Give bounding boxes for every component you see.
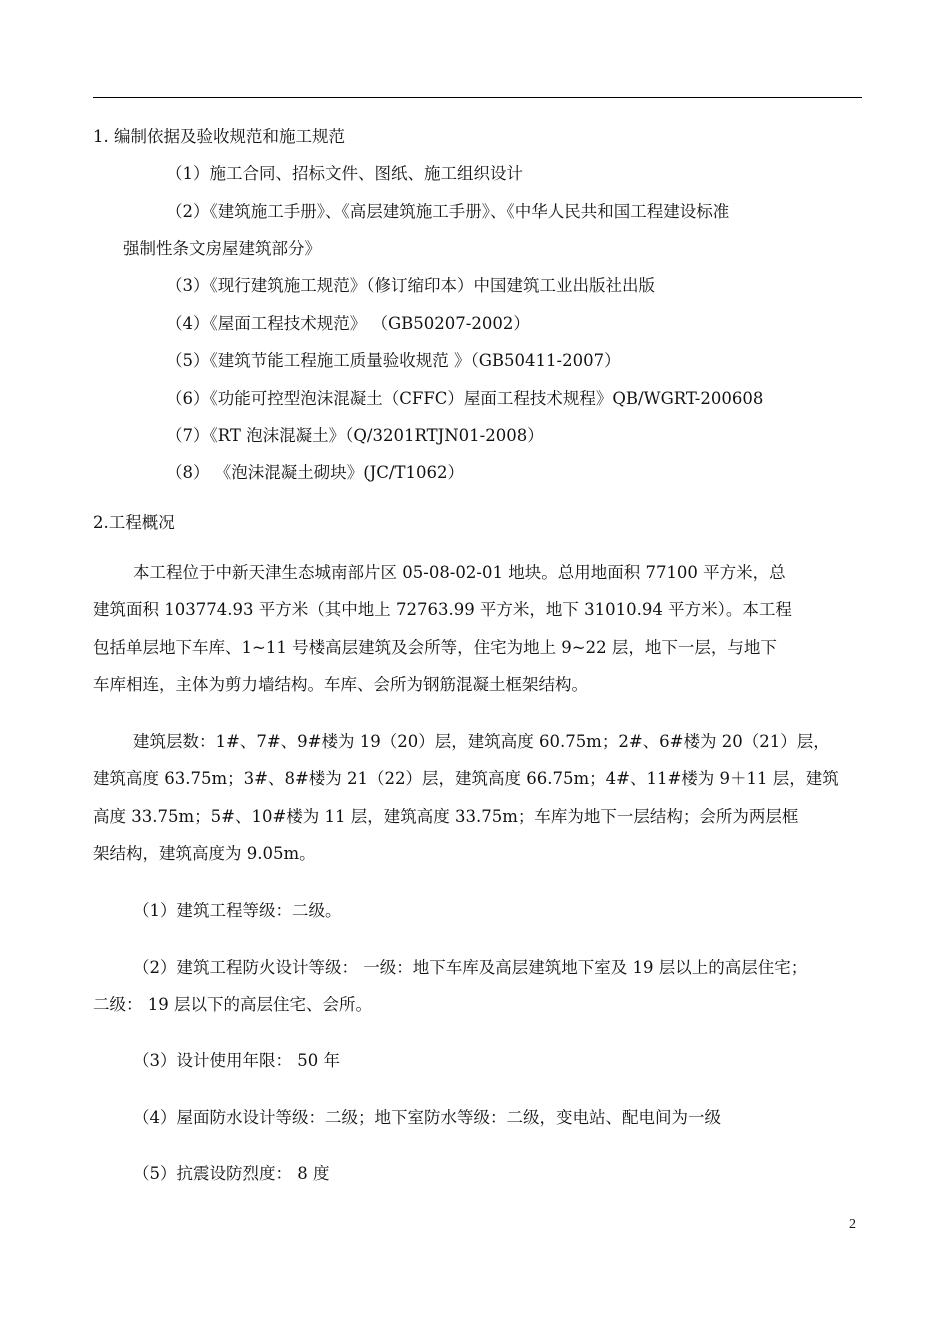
fire-rating-line-2: 二级： 19 层以下的高层住宅、会所。	[93, 995, 372, 1014]
overview-paragraph-line-3: 包括单层地下车库、1~11 号楼高层建筑及会所等，住宅为地上 9~22 层，地下一层，与地下	[93, 638, 777, 657]
floors-paragraph-line-3: 高度 33.75m；5#、10#楼为 11 层，建筑高度 33.75m；车库为地下一层结构；会所为两层框	[93, 807, 799, 826]
waterproof-grade: （4）屋面防水设计等级：二级；地下室防水等级：二级，变电站、配电间为一级	[133, 1108, 721, 1127]
reference-item-8: （8） 《泡沫混凝土砌块》(JC/T1062）	[166, 463, 464, 482]
header-rule	[93, 97, 862, 98]
design-life: （3）设计使用年限： 50 年	[133, 1051, 340, 1070]
floors-paragraph-line-4: 架结构，建筑高度为 9.05m。	[93, 844, 316, 863]
fire-rating-line-1: （2）建筑工程防火设计等级： 一级：地下车库及高层建筑地下室及 19 层以上的高层住宅；	[133, 958, 808, 977]
engineering-grade: （1）建筑工程等级：二级。	[133, 901, 342, 920]
seismic-intensity: （5）抗震设防烈度： 8 度	[133, 1164, 330, 1183]
overview-paragraph-line-4: 车库相连，主体为剪力墙结构。车库、会所为钢筋混凝土框架结构。	[93, 675, 588, 694]
reference-item-7: （7）《RT 泡沫混凝土》（Q/3201RTJN01-2008）	[166, 426, 544, 445]
overview-paragraph-line-1: 本工程位于中新天津生态城南部片区 05-08-02-01 地块。总用地面积 77100 平方米，总	[133, 563, 786, 582]
section-1-heading: 1. 编制依据及验收规范和施工规范	[93, 127, 345, 146]
reference-item-6: （6）《功能可控型泡沫混凝土（CFFC）屋面工程技术规程》QB/WGRT-200608	[166, 389, 764, 408]
floors-paragraph-line-2: 建筑高度 63.75m；3#、8#楼为 21（22）层，建筑高度 66.75m；4#、11#楼为 9＋11 层，建筑	[93, 769, 839, 788]
reference-item-4: （4）《屋面工程技术规范》 （GB50207-2002）	[166, 314, 530, 333]
page-number: 2	[849, 1217, 856, 1232]
overview-paragraph-line-2: 建筑面积 103774.93 平方米（其中地上 72763.99 平方米，地下 31010.94 平方米）。本工程	[93, 600, 792, 619]
floors-paragraph-line-1: 建筑层数：1#、7#、9#楼为 19（20）层，建筑高度 60.75m；2#、6#楼为 20（21）层，	[133, 732, 830, 751]
reference-item-5: （5）《建筑节能工程施工质量验收规范 》（GB50411-2007）	[166, 351, 621, 370]
reference-item-1: （1）施工合同、招标文件、图纸、施工组织设计	[166, 164, 523, 183]
reference-item-2-continued: 强制性条文房屋建筑部分》	[123, 239, 321, 258]
section-2-heading: 2.工程概况	[93, 513, 175, 532]
reference-item-3: （3）《现行建筑施工规范》（修订缩印本）中国建筑工业出版社出版	[166, 276, 655, 295]
reference-item-2: （2）《建筑施工手册》、《高层建筑施工手册》、《中华人民共和国工程建设标准	[166, 202, 730, 221]
